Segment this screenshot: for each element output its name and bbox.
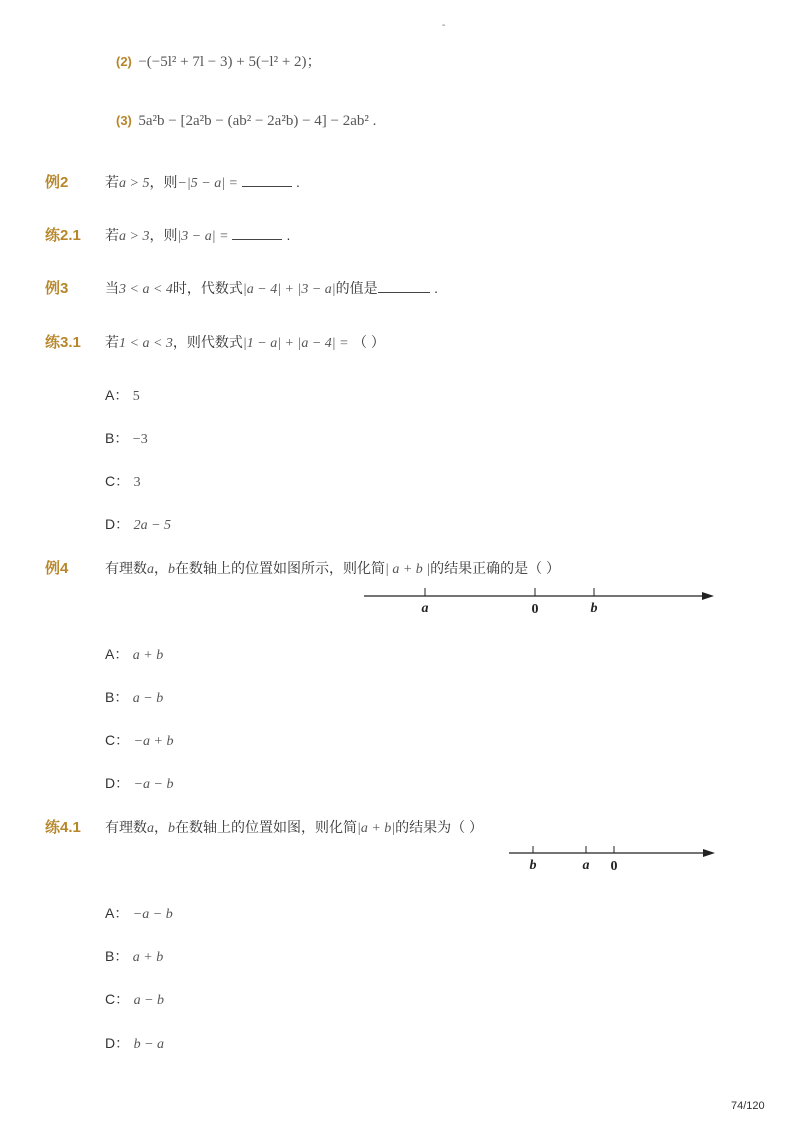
option-letter: A： [105, 905, 129, 921]
option-value: a + b [132, 648, 164, 663]
question-text: . [434, 280, 438, 296]
option-value: 5 [132, 389, 140, 404]
option-a[interactable] [105, 644, 163, 664]
option-d[interactable] [105, 773, 173, 793]
question-text: 时，代数式 [172, 280, 243, 296]
math-expression: a [147, 821, 154, 836]
math-expression: b [168, 562, 175, 577]
option-value: 3 [133, 475, 141, 490]
option-b[interactable] [105, 428, 148, 448]
math-expression: 3 < a < 4 [119, 282, 173, 297]
option-letter: C： [105, 473, 130, 489]
label-b: b [529, 858, 537, 873]
number-line-practice-4-1 [505, 842, 720, 876]
practice-3-1-tag: 练3.1 [45, 334, 81, 351]
option-d[interactable] [105, 514, 171, 534]
option-letter: D： [105, 775, 130, 791]
question-text: 在数轴上的位置如图，则化简 [175, 819, 357, 835]
page-number: 74/120 [731, 1100, 765, 1112]
axis-arrow [703, 849, 715, 857]
example-2-tag: 例2 [45, 174, 69, 191]
label-b: b [590, 601, 598, 616]
option-c[interactable] [105, 730, 173, 750]
option-letter: D： [105, 516, 130, 532]
question-text: . [286, 227, 291, 243]
label-zero: 0 [610, 859, 618, 874]
question-text: 在数轴上的位置如图所示，则化简 [175, 560, 385, 576]
math-expression: b [168, 821, 175, 836]
item-expression: −(−5l² + 7l − 3) + 5(−l² + 2)； [138, 54, 322, 70]
practice-2-1-question [105, 225, 290, 245]
item-3 [116, 112, 376, 130]
option-value: 2a − 5 [133, 518, 172, 533]
question-text: ， [154, 819, 168, 835]
option-letter: B： [105, 430, 129, 446]
example-3-question [105, 278, 438, 298]
option-letter: C： [105, 991, 130, 1007]
option-letter: A： [105, 387, 129, 403]
question-text: （ ） [353, 334, 385, 350]
answer-blank[interactable] [232, 227, 282, 240]
number-line-example-4 [360, 584, 720, 620]
practice-2-1-tag: 练2.1 [45, 227, 81, 244]
practice-4-1-tag: 练4.1 [45, 819, 81, 836]
question-text: 的结果正确的是（ ） [430, 560, 561, 576]
question-text: 有理数 [105, 560, 147, 576]
question-text: 若 [105, 174, 119, 190]
question-text: ，则 [149, 227, 178, 243]
math-expression: a > 3 [119, 229, 150, 244]
option-letter: A： [105, 646, 129, 662]
math-expression: a > 5 [119, 176, 150, 191]
math-expression: |a + b| [357, 821, 396, 836]
option-letter: B： [105, 689, 129, 705]
item-2 [116, 50, 322, 71]
question-text: ，则 [149, 174, 178, 190]
answer-blank[interactable] [242, 174, 292, 187]
math-expression: |1 − a| + |a − 4| = [242, 336, 349, 351]
label-a: a [421, 601, 429, 616]
option-a[interactable] [105, 903, 173, 923]
option-value: b − a [133, 1037, 165, 1052]
top-mark: - [442, 20, 446, 31]
item-number: (2) [116, 54, 132, 69]
question-text: ， [154, 560, 168, 576]
question-text: . [295, 174, 300, 190]
math-expression: a [147, 562, 154, 577]
option-value: −a − b [132, 907, 173, 922]
label-zero: 0 [531, 602, 539, 617]
question-text: 若 [105, 334, 119, 350]
example-2-question [105, 172, 300, 192]
math-expression: |3 − a| = [177, 229, 233, 244]
option-letter: D： [105, 1035, 130, 1051]
math-expression: | a + b | [385, 562, 431, 577]
answer-blank[interactable] [378, 280, 430, 293]
label-a: a [582, 858, 590, 873]
item-number: (3) [116, 113, 132, 128]
option-d[interactable] [105, 1033, 164, 1053]
option-c[interactable] [105, 989, 164, 1009]
axis-arrow [702, 592, 714, 600]
example-4-question [105, 558, 560, 578]
practice-4-1-question [105, 817, 483, 837]
question-text: ，则代数式 [172, 334, 243, 350]
math-expression: −|5 − a| = [177, 176, 242, 191]
option-letter: B： [105, 948, 129, 964]
question-text: 若 [105, 227, 119, 243]
option-value: −a + b [133, 734, 174, 749]
option-value: a − b [132, 691, 164, 706]
option-value: a + b [132, 950, 164, 965]
math-expression: |a − 4| + |3 − a| [242, 282, 336, 297]
practice-3-1-question [105, 332, 385, 352]
option-value: −a − b [133, 777, 174, 792]
question-text: 有理数 [105, 819, 147, 835]
option-b[interactable] [105, 946, 163, 966]
option-c[interactable] [105, 471, 141, 491]
option-value: a − b [133, 993, 165, 1008]
question-text: 的结果为（ ） [395, 819, 484, 835]
question-text: 的值是 [335, 280, 378, 296]
option-value: −3 [132, 432, 148, 447]
question-text: 当 [105, 280, 119, 296]
math-expression: 1 < a < 3 [119, 336, 173, 351]
option-letter: C： [105, 732, 130, 748]
example-4-tag: 例4 [45, 560, 69, 577]
option-a[interactable] [105, 385, 140, 405]
option-b[interactable] [105, 687, 163, 707]
item-expression: 5a²b − [2a²b − (ab² − 2a²b) − 4] − 2ab² . [138, 113, 377, 129]
example-3-tag: 例3 [45, 280, 69, 297]
